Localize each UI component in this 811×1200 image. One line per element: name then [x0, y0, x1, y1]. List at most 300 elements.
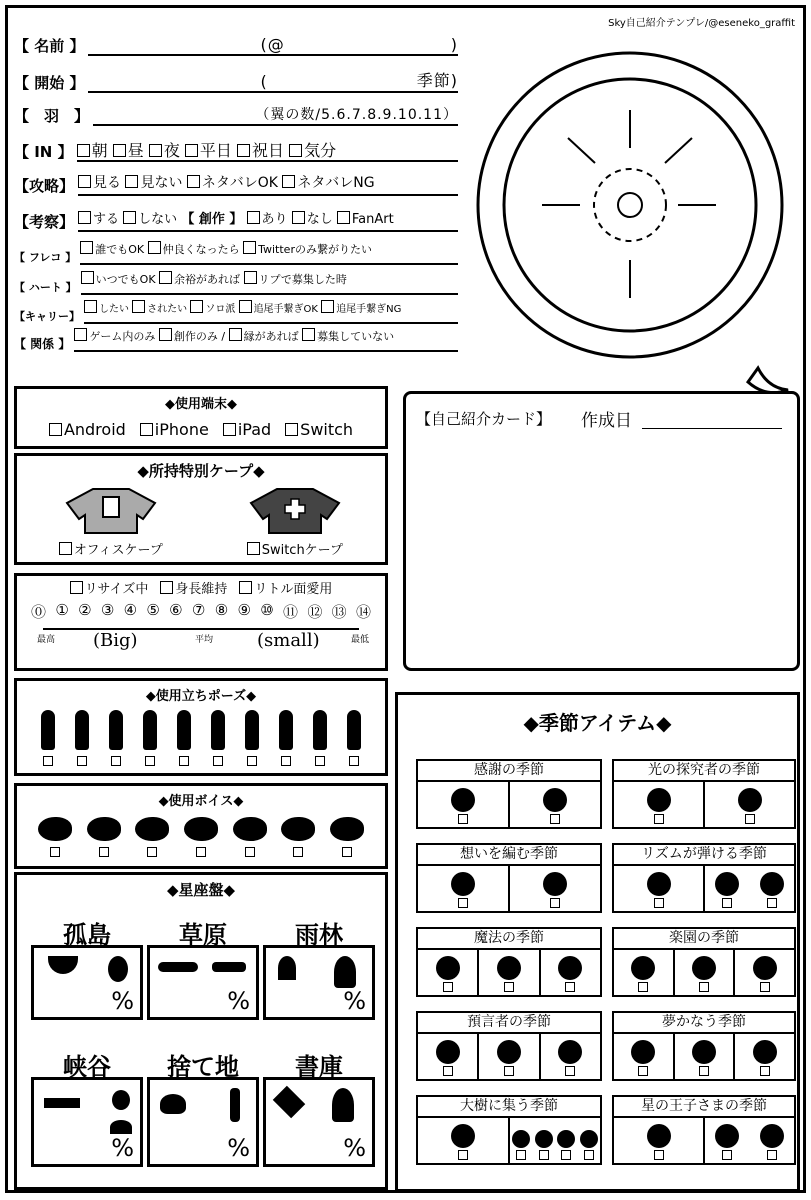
size-number[interactable]: ③	[100, 601, 115, 619]
season-item-icon	[760, 1124, 784, 1148]
season-item-option[interactable]	[760, 1124, 784, 1160]
cape-office[interactable]: オフィスケープ	[59, 485, 163, 558]
pose-checkbox[interactable]	[281, 756, 291, 766]
heart-options	[81, 271, 458, 295]
season-item-icon	[692, 956, 716, 980]
season-cell	[479, 950, 540, 995]
friend-opt[interactable]: 仲良くなったら	[148, 243, 240, 256]
realm-name: 雨林	[295, 921, 343, 949]
season-item-icon	[436, 1040, 460, 1064]
season-item-option[interactable]	[512, 1130, 530, 1160]
season-cell	[479, 1034, 540, 1079]
voice-icon	[184, 817, 218, 841]
season-name: 楽園の季節	[614, 929, 794, 950]
voice-icon	[87, 817, 121, 841]
season-item-checkbox[interactable]	[458, 1150, 468, 1160]
season-cell	[675, 950, 736, 995]
season-item-checkbox[interactable]	[550, 898, 560, 908]
voice-option[interactable]	[233, 817, 267, 857]
season-cell	[418, 950, 479, 995]
percent: %	[111, 1134, 134, 1162]
size-number[interactable]: ⑫	[307, 603, 323, 621]
pose-option[interactable]	[177, 710, 191, 766]
pose-checkbox[interactable]	[145, 756, 155, 766]
season-name: 感謝の季節	[418, 761, 600, 782]
season-item-checkbox[interactable]	[584, 1150, 594, 1160]
season-item-checkbox[interactable]	[550, 814, 560, 824]
season-name: 夢かなう季節	[614, 1013, 794, 1034]
pose-checkbox[interactable]	[213, 756, 223, 766]
create-opt[interactable]: FanArt	[337, 212, 394, 227]
realm-name: 孤島	[63, 921, 111, 949]
voice-checkbox[interactable]	[147, 847, 157, 857]
season-item-option[interactable]	[753, 956, 777, 992]
season-item-icon	[738, 788, 762, 812]
realm-panel[interactable]	[263, 1077, 375, 1167]
voice-checkbox[interactable]	[342, 847, 352, 857]
season-item-icon	[451, 872, 475, 896]
realm-name: 草原	[179, 921, 227, 949]
card-date-field[interactable]	[642, 428, 782, 429]
pose-option[interactable]	[75, 710, 89, 766]
start-open: (	[260, 72, 268, 91]
season-item-option[interactable]	[692, 1040, 716, 1076]
season-item-option[interactable]	[692, 956, 716, 992]
season-name: リズムが弾ける季節	[614, 845, 794, 866]
realm-panel[interactable]	[31, 1077, 143, 1167]
start-label: 【 開始 】	[14, 74, 85, 92]
pose-checkbox[interactable]	[315, 756, 325, 766]
study-label: 【考察】	[14, 213, 75, 231]
seasons-title: ◆季節アイテム◆	[523, 711, 672, 735]
size-opt[interactable]: リサイズ中	[70, 578, 149, 597]
season-item-option[interactable]	[647, 872, 671, 908]
in-opt[interactable]: 昼	[113, 141, 144, 160]
voice-option[interactable]	[281, 817, 315, 857]
season-item-option[interactable]	[451, 872, 475, 908]
carry-opt[interactable]: されたい	[132, 304, 187, 315]
size-number[interactable]: ④	[123, 601, 138, 619]
season-cell	[675, 1034, 736, 1079]
percent: %	[343, 1134, 366, 1162]
season-item-option[interactable]	[558, 1040, 582, 1076]
season-cell	[614, 1034, 675, 1079]
season-item-option[interactable]	[631, 956, 655, 992]
study-options	[78, 208, 458, 232]
pose-option[interactable]	[41, 710, 55, 766]
carry-options	[84, 300, 458, 324]
season-item-checkbox[interactable]	[638, 1066, 648, 1076]
percent: %	[227, 1134, 250, 1162]
season-cell	[735, 950, 794, 995]
season-item-option[interactable]	[647, 788, 671, 824]
device-title: ◆使用端末◆	[165, 397, 237, 412]
voice-option[interactable]	[135, 817, 169, 857]
heart-opt[interactable]: 余裕があれば	[159, 273, 240, 286]
pose-option[interactable]	[347, 710, 361, 766]
size-opt[interactable]: リトル面愛用	[239, 578, 332, 597]
season-item-checkbox[interactable]	[638, 982, 648, 992]
season-item-checkbox[interactable]	[722, 1150, 732, 1160]
cape-switch[interactable]: Switchケープ	[247, 485, 343, 558]
season-item-icon	[647, 872, 671, 896]
size-scale	[17, 601, 385, 622]
row-wings	[14, 102, 458, 126]
voice-option[interactable]	[330, 817, 364, 857]
season-item-checkbox[interactable]	[443, 1066, 453, 1076]
season-item	[416, 1095, 602, 1165]
season-item-checkbox[interactable]	[443, 982, 453, 992]
pose-silhouette-icon	[347, 710, 361, 750]
season-cell	[510, 866, 600, 911]
season-item-checkbox[interactable]	[565, 982, 575, 992]
season-cell	[614, 950, 675, 995]
walk-opt[interactable]: 見る	[78, 175, 121, 191]
realm-panel[interactable]	[263, 945, 375, 1020]
row-start	[14, 69, 458, 93]
season-cell	[418, 866, 510, 911]
row-carry	[14, 300, 458, 324]
poses-box	[14, 678, 388, 776]
size-number[interactable]: ⑬	[331, 603, 347, 621]
device-box	[14, 386, 388, 449]
wings-label: 【 羽 】	[14, 107, 90, 125]
in-opt[interactable]: 気分	[289, 141, 336, 160]
in-options	[77, 138, 458, 162]
in-opt[interactable]: 朝	[77, 141, 108, 160]
pose-checkbox[interactable]	[43, 756, 53, 766]
pose-silhouette-icon	[211, 710, 225, 750]
season-item-checkbox[interactable]	[516, 1150, 526, 1160]
carry-label: 【キャリー】	[14, 310, 80, 323]
study-opt[interactable]: する	[78, 212, 119, 227]
voice-checkbox[interactable]	[50, 847, 60, 857]
realm-name: 峡谷	[63, 1053, 111, 1081]
season-name: 星の王子さまの季節	[614, 1097, 794, 1118]
template-sheet	[5, 5, 806, 1193]
season-item-icon	[497, 956, 521, 980]
size-number[interactable]: ⑨	[237, 601, 251, 619]
size-number[interactable]: ①	[55, 601, 69, 619]
season-cell	[614, 782, 705, 827]
season-item-icon	[753, 956, 777, 980]
size-number[interactable]: ⑦	[191, 601, 206, 619]
pose-option[interactable]	[279, 710, 293, 766]
season-item-icon	[451, 1124, 475, 1148]
relation-options	[74, 328, 458, 352]
capes-box	[14, 453, 388, 565]
pose-silhouette-icon	[75, 710, 89, 750]
voice-checkbox[interactable]	[245, 847, 255, 857]
season-item	[416, 1011, 602, 1081]
season-item-checkbox[interactable]	[654, 898, 664, 908]
season-item	[612, 843, 796, 913]
card-title: 【自己紹介カード】	[416, 410, 552, 428]
heart-label: 【 ハート 】	[14, 281, 77, 294]
realm-name: 書庫	[295, 1053, 343, 1081]
realm-panel[interactable]	[147, 945, 259, 1020]
season-item-option[interactable]	[738, 788, 762, 824]
voice-icon	[135, 817, 169, 841]
season-item-checkbox[interactable]	[722, 898, 732, 908]
season-item-option[interactable]	[451, 788, 475, 824]
season-item-checkbox[interactable]	[458, 898, 468, 908]
season-item-option[interactable]	[753, 1040, 777, 1076]
season-item-checkbox[interactable]	[654, 1150, 664, 1160]
name-at: (@	[260, 35, 285, 54]
season-name: 想いを編む季節	[418, 845, 600, 866]
walk-options	[78, 172, 458, 196]
season-item-checkbox[interactable]	[767, 1150, 777, 1160]
pose-checkbox[interactable]	[349, 756, 359, 766]
size-opt[interactable]: 身長維持	[160, 578, 227, 597]
create-opt[interactable]: なし	[292, 212, 333, 227]
season-item-option[interactable]	[631, 1040, 655, 1076]
realm-name: 捨て地	[167, 1053, 239, 1081]
season-item	[612, 1095, 796, 1165]
season-item-option[interactable]	[497, 956, 521, 992]
relation-opt[interactable]: 創作のみ	[159, 330, 218, 343]
pose-silhouette-icon	[41, 710, 55, 750]
relation-opt[interactable]: 募集していない	[302, 330, 394, 343]
season-item	[612, 927, 796, 997]
voice-checkbox[interactable]	[293, 847, 303, 857]
season-item	[612, 1011, 796, 1081]
voice-option[interactable]	[184, 817, 218, 857]
season-name: 光の探究者の季節	[614, 761, 794, 782]
size-avg: 平均	[195, 635, 214, 645]
pose-checkbox[interactable]	[247, 756, 257, 766]
intro-card[interactable]	[403, 391, 800, 671]
row-name	[14, 32, 458, 56]
season-cell	[510, 1118, 600, 1163]
carry-opt[interactable]: 追尾手繋ぎOK	[239, 304, 318, 315]
walk-opt[interactable]: ネタバレOK	[187, 175, 278, 191]
pose-silhouette-icon	[109, 710, 123, 750]
wings-field[interactable]	[93, 102, 458, 126]
heart-opt[interactable]: いつでもOK	[81, 273, 156, 286]
season-item	[612, 759, 796, 829]
season-item-checkbox[interactable]	[539, 1150, 549, 1160]
size-number[interactable]: ②	[78, 601, 92, 619]
season-item-option[interactable]	[436, 1040, 460, 1076]
season-cell	[614, 1118, 705, 1163]
pose-option[interactable]	[211, 710, 225, 766]
season-item-icon	[543, 788, 567, 812]
voice-option[interactable]	[38, 817, 72, 857]
constellation-box	[14, 872, 388, 1190]
relation-opt[interactable]: ゲーム内のみ	[74, 330, 155, 343]
season-item-option[interactable]	[436, 956, 460, 992]
pose-option[interactable]	[109, 710, 123, 766]
start-season: 季節)	[416, 71, 458, 90]
size-number[interactable]: ⑪	[282, 603, 298, 621]
size-number[interactable]: ⑥	[169, 601, 183, 619]
device-ipad[interactable]: iPad	[223, 420, 271, 439]
row-relation	[14, 328, 458, 352]
carry-opt[interactable]: 追尾手繋ぎNG	[321, 304, 401, 315]
season-item-checkbox[interactable]	[458, 814, 468, 824]
percent: %	[227, 987, 250, 1015]
season-item-option[interactable]	[497, 1040, 521, 1076]
device-options	[17, 420, 385, 439]
row-study	[14, 208, 458, 232]
season-item-option[interactable]	[580, 1130, 598, 1160]
size-big: (Big)	[93, 630, 138, 651]
pose-checkbox[interactable]	[111, 756, 121, 766]
season-item-option[interactable]	[760, 872, 784, 908]
row-friend	[14, 241, 458, 265]
walk-opt[interactable]: 見ない	[125, 175, 182, 191]
walk-opt[interactable]: ネタバレNG	[282, 175, 374, 191]
size-number[interactable]: ⑩	[260, 601, 274, 619]
season-item-checkbox[interactable]	[760, 982, 770, 992]
in-opt[interactable]: 祝日	[237, 141, 284, 160]
season-item-option[interactable]	[557, 1130, 575, 1160]
season-item-icon	[715, 1124, 739, 1148]
season-item-option[interactable]	[558, 956, 582, 992]
avatar-frame[interactable]	[470, 30, 800, 400]
poses-title: ◆使用立ちポーズ◆	[145, 689, 257, 704]
pose-checkbox[interactable]	[77, 756, 87, 766]
season-item-checkbox[interactable]	[561, 1150, 571, 1160]
season-item-option[interactable]	[451, 1124, 475, 1160]
season-item-icon	[451, 788, 475, 812]
season-item	[416, 843, 602, 913]
season-item-checkbox[interactable]	[760, 1066, 770, 1076]
walk-label: 【攻略】	[14, 177, 75, 195]
size-number[interactable]: ⑧	[214, 601, 229, 619]
friend-opt[interactable]: 誰でもOK	[80, 243, 144, 256]
row-walkthrough	[14, 172, 458, 196]
friend-opt[interactable]: Twitterのみ繋がりたい	[243, 243, 372, 256]
realm-panel[interactable]	[147, 1077, 259, 1167]
season-item-option[interactable]	[543, 872, 567, 908]
season-item-checkbox[interactable]	[654, 814, 664, 824]
season-item-option[interactable]	[535, 1130, 553, 1160]
size-small: (small)	[257, 630, 320, 651]
season-item-checkbox[interactable]	[699, 982, 709, 992]
friend-options	[80, 241, 458, 265]
season-item-checkbox[interactable]	[767, 898, 777, 908]
device-switch[interactable]: Switch	[285, 420, 353, 439]
size-low: 最低	[350, 635, 369, 645]
season-cell	[510, 782, 600, 827]
size-number[interactable]: ⓪	[31, 603, 47, 621]
voice-icon	[233, 817, 267, 841]
pose-option[interactable]	[245, 710, 259, 766]
season-name: 預言者の季節	[418, 1013, 600, 1034]
season-item-checkbox[interactable]	[565, 1066, 575, 1076]
season-cell	[541, 1034, 600, 1079]
device-iphone[interactable]: iPhone	[140, 420, 209, 439]
carry-opt[interactable]: ソロ派	[190, 304, 235, 315]
voice-checkbox[interactable]	[99, 847, 109, 857]
relation-opt[interactable]: 縁があれば	[229, 330, 299, 343]
season-cell	[735, 1034, 794, 1079]
season-item-icon	[497, 1040, 521, 1064]
device-android[interactable]: Android	[49, 420, 126, 439]
season-item-icon	[557, 1130, 575, 1148]
pose-silhouette-icon	[279, 710, 293, 750]
season-item-icon	[692, 1040, 716, 1064]
season-item-icon	[647, 788, 671, 812]
season-item-option[interactable]	[715, 872, 739, 908]
size-number[interactable]: ⑤	[146, 601, 160, 619]
season-item-option[interactable]	[543, 788, 567, 824]
percent: %	[111, 987, 134, 1015]
voice-icon	[330, 817, 364, 841]
season-cell	[705, 866, 794, 911]
season-item-option[interactable]	[647, 1124, 671, 1160]
heart-opt[interactable]: リプで募集した時	[244, 273, 347, 286]
card-date-label: 作成日	[581, 411, 632, 431]
size-high: 最高	[37, 635, 56, 645]
pose-silhouette-icon	[143, 710, 157, 750]
name-label: 【 名前 】	[14, 37, 85, 55]
season-item-checkbox[interactable]	[504, 982, 514, 992]
voice-option[interactable]	[87, 817, 121, 857]
constellation-title: ◆星座盤◆	[166, 881, 236, 899]
office-cape-icon	[63, 485, 159, 535]
season-item-icon	[558, 1040, 582, 1064]
carry-opt[interactable]: したい	[84, 304, 129, 315]
season-cell	[705, 782, 794, 827]
row-heart	[14, 271, 458, 295]
season-item-icon	[580, 1130, 598, 1148]
season-cell	[541, 950, 600, 995]
create-label: 【 創作 】	[181, 212, 243, 227]
season-item-icon	[760, 872, 784, 896]
create-opt[interactable]: あり	[247, 212, 288, 227]
wings-text: （翼の数/5.6.7.8.9.10.11）	[255, 107, 458, 123]
voice-checkbox[interactable]	[196, 847, 206, 857]
season-item-checkbox[interactable]	[699, 1066, 709, 1076]
season-cell	[705, 1118, 794, 1163]
switch-cape-icon	[247, 485, 343, 535]
study-opt[interactable]: しない	[123, 212, 177, 227]
season-item-icon	[631, 956, 655, 980]
season-item-checkbox[interactable]	[745, 814, 755, 824]
row-in	[14, 138, 458, 162]
season-item-icon	[512, 1130, 530, 1148]
voice-icon	[281, 817, 315, 841]
season-item-checkbox[interactable]	[504, 1066, 514, 1076]
pose-checkbox[interactable]	[179, 756, 189, 766]
voices-box	[14, 783, 388, 869]
pose-option[interactable]	[313, 710, 327, 766]
season-item-icon	[558, 956, 582, 980]
pose-silhouette-icon	[177, 710, 191, 750]
season-item	[416, 927, 602, 997]
size-number[interactable]: ⑭	[355, 603, 371, 621]
in-opt[interactable]: 平日	[185, 141, 232, 160]
season-item-icon	[647, 1124, 671, 1148]
in-opt[interactable]: 夜	[149, 141, 180, 160]
pose-option[interactable]	[143, 710, 157, 766]
pose-silhouette-icon	[245, 710, 259, 750]
realm-panel[interactable]	[31, 945, 143, 1020]
friend-label: 【 フレコ 】	[14, 251, 77, 264]
name-field[interactable]	[88, 32, 458, 56]
season-name: 大樹に集う季節	[418, 1097, 600, 1118]
seasons-box	[395, 692, 800, 1192]
season-cell	[418, 782, 510, 827]
season-item-option[interactable]	[715, 1124, 739, 1160]
in-label: 【 IN 】	[14, 143, 73, 161]
start-field[interactable]	[88, 69, 458, 93]
season-item-icon	[436, 956, 460, 980]
